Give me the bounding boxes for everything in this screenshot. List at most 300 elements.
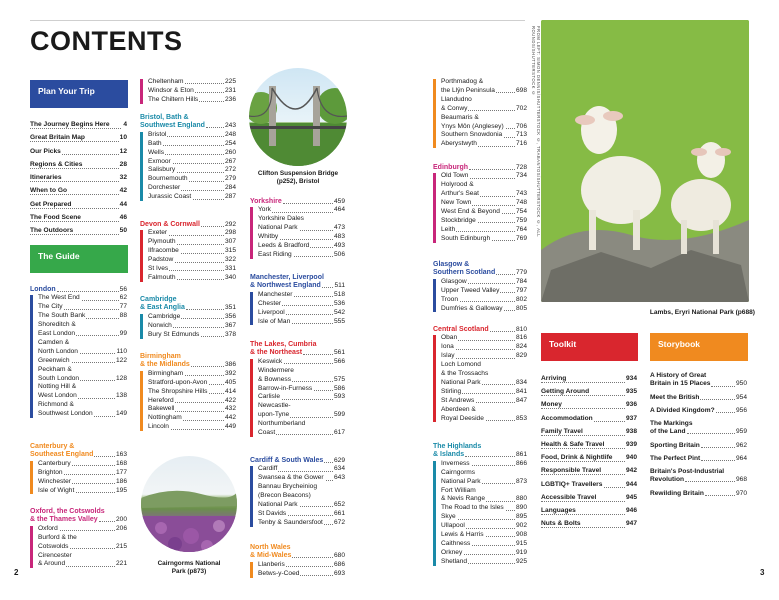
section-color-bar	[250, 359, 253, 437]
section-north-wales-cont	[433, 78, 527, 149]
toc-entry-title: Aberdeen &	[441, 405, 476, 413]
toc-entry[interactable]	[258, 318, 345, 327]
toc-entry[interactable]	[258, 358, 345, 367]
toc-entry[interactable]	[441, 123, 527, 132]
toc-entry[interactable]	[441, 190, 527, 199]
toc-entry[interactable]	[258, 501, 345, 510]
toc-entry[interactable]	[258, 215, 345, 224]
toc-entry[interactable]	[148, 96, 236, 105]
section-list	[140, 229, 236, 282]
leader-dots	[186, 309, 224, 310]
section-heading[interactable]	[140, 353, 236, 370]
section-heading-text: The Lakes, Cumbria	[250, 341, 317, 348]
toc-entry[interactable]	[258, 510, 345, 519]
toc-entry[interactable]	[441, 352, 527, 361]
leader-dots	[94, 456, 115, 457]
toc-entry-page: 356	[224, 312, 236, 320]
toc-entry[interactable]	[441, 199, 527, 208]
toc-entry-page: 10	[119, 131, 127, 144]
toc-entry-title: Padstow	[148, 256, 174, 264]
storybook-entry-title: Meet the British	[650, 393, 700, 401]
toc-entry-page: 693	[333, 569, 345, 577]
section-lakes	[250, 341, 345, 438]
section-central-scotland	[433, 326, 527, 423]
section-heading-text: Canterbury &	[30, 443, 75, 450]
toc-entry-title: East London	[38, 330, 76, 338]
toc-entry[interactable]	[148, 379, 236, 388]
toc-entry[interactable]	[441, 172, 527, 181]
toc-entry[interactable]	[148, 313, 236, 322]
storybook-entry[interactable]	[650, 407, 747, 416]
toc-entry[interactable]	[441, 78, 527, 87]
heather-caption-line2: Park (p873)	[171, 568, 207, 575]
toc-entry[interactable]	[38, 366, 127, 375]
toc-entry-page: 287	[224, 193, 236, 201]
toc-entry-title: Brighton	[38, 468, 63, 476]
toc-entry-title: National Park	[258, 224, 298, 232]
toc-entry[interactable]	[441, 343, 527, 352]
toc-entry-title: Llanberis	[258, 560, 285, 568]
toc-entry[interactable]	[38, 469, 127, 478]
toc-entry-title: Great Britain Map	[30, 134, 85, 142]
bridge-caption	[247, 170, 349, 186]
toc-entry[interactable]	[148, 322, 236, 331]
section-heading-text: Glasgow &	[433, 261, 470, 268]
toc-entry-title: Responsible Travel	[541, 467, 602, 475]
toc-entry[interactable]	[38, 392, 127, 401]
toc-entry-page: 298	[224, 229, 236, 237]
toc-entry-page: 110	[116, 347, 127, 355]
toc-entry[interactable]	[541, 517, 637, 530]
storybook-entry-page: 968	[735, 476, 747, 484]
section-color-bar	[140, 314, 143, 339]
toc-entry[interactable]	[441, 208, 527, 217]
section-heading-text: Manchester, Liverpool	[250, 274, 324, 281]
section-heading[interactable]	[433, 443, 527, 460]
toc-entry[interactable]	[258, 474, 345, 483]
toc-entry-title: South Edinburgh	[441, 234, 491, 242]
toc-entry[interactable]	[258, 206, 345, 215]
toc-entry-page: 834	[515, 378, 527, 386]
toc-entry-title: Exeter	[148, 229, 168, 237]
plan-your-trip-heading[interactable]	[30, 80, 128, 108]
toc-entry-title: Beaumaris &	[441, 113, 479, 121]
section-heading[interactable]	[140, 296, 236, 313]
toc-entry[interactable]	[258, 224, 345, 233]
toc-entry-page: 895	[515, 513, 527, 521]
toc-entry[interactable]	[541, 385, 637, 398]
toc-entry[interactable]	[38, 383, 127, 392]
toc-entry-page: 873	[515, 477, 527, 485]
toc-entry[interactable]	[38, 294, 127, 303]
toc-entry-title: St Andrews	[441, 396, 475, 404]
section-north-wales	[250, 544, 345, 579]
toc-entry[interactable]	[441, 235, 527, 244]
toc-entry[interactable]	[38, 460, 127, 469]
toc-entry[interactable]	[258, 465, 345, 474]
toc-entry[interactable]	[38, 348, 127, 357]
section-color-bar	[433, 279, 436, 313]
toc-entry[interactable]	[38, 375, 127, 384]
storybook-entry-title: The Perfect Pint	[650, 454, 701, 462]
toc-entry[interactable]	[38, 534, 127, 543]
toc-entry[interactable]	[541, 398, 637, 411]
toc-entry[interactable]	[258, 291, 345, 300]
section-thames-cont	[140, 78, 236, 105]
section-heading-text: Cardiff & South Wales	[250, 457, 324, 464]
storybook-entry[interactable]	[650, 442, 747, 451]
toc-entry[interactable]	[38, 330, 127, 339]
toc-entry[interactable]	[541, 478, 637, 491]
toc-entry[interactable]	[30, 211, 127, 224]
toc-entry[interactable]	[441, 296, 527, 305]
section-heading-text: Southwest England	[140, 122, 205, 130]
toc-entry-title: upon-Tyne	[258, 411, 290, 419]
toc-entry[interactable]	[441, 287, 527, 296]
toc-entry-page: 824	[515, 343, 527, 351]
lambs-caption: Lambs, Eryri National Park (p688)	[649, 309, 755, 316]
toc-entry[interactable]	[148, 78, 236, 87]
toc-entry[interactable]	[38, 543, 127, 552]
section-heading[interactable]	[30, 286, 127, 294]
toc-entry[interactable]	[148, 184, 236, 193]
toc-entry[interactable]	[541, 464, 637, 477]
toc-entry-page: 272	[224, 166, 236, 174]
toc-entry[interactable]	[148, 175, 236, 184]
toc-entry[interactable]	[148, 166, 236, 175]
toc-entry[interactable]	[38, 339, 127, 348]
toc-entry[interactable]	[258, 251, 345, 260]
section-heading[interactable]	[140, 221, 236, 229]
toc-entry-page: 743	[515, 190, 527, 198]
toc-entry[interactable]	[441, 305, 527, 314]
toc-entry[interactable]	[441, 87, 527, 96]
toc-entry[interactable]	[441, 558, 527, 567]
toc-entry-page: 99	[119, 330, 127, 338]
toc-entry[interactable]	[541, 372, 637, 385]
section-list	[30, 460, 127, 496]
toc-entry[interactable]	[441, 388, 527, 397]
toc-entry[interactable]	[441, 361, 527, 370]
toc-entry-page: 378	[224, 330, 236, 338]
section-heading[interactable]	[433, 326, 527, 334]
toc-entry[interactable]	[148, 331, 236, 340]
toc-entry[interactable]	[258, 483, 345, 492]
section-heading[interactable]	[250, 544, 345, 561]
toc-entry-title: Nuts & Bolts	[541, 520, 581, 528]
toc-entry[interactable]	[441, 460, 527, 469]
toc-entry[interactable]	[30, 145, 127, 158]
toc-entry[interactable]	[441, 217, 527, 226]
toc-entry[interactable]	[30, 171, 127, 184]
toc-entry[interactable]	[258, 309, 345, 318]
toc-entry-page: 759	[515, 216, 527, 224]
toc-entry[interactable]	[441, 513, 527, 522]
toc-entry[interactable]	[258, 492, 345, 501]
toc-entry[interactable]	[148, 388, 236, 397]
storybook-entry[interactable]	[650, 455, 747, 464]
toc-entry-title: Chester	[258, 299, 282, 307]
toc-entry[interactable]	[258, 242, 345, 251]
toc-entry-page: 432	[224, 405, 236, 413]
bridge-caption-line1: Clifton Suspension Bridge	[257, 170, 339, 177]
storybook-label: Storybook	[658, 339, 701, 349]
storybook-entry-page: 950	[735, 380, 747, 388]
toc-entry[interactable]	[541, 504, 637, 517]
section-heading[interactable]	[250, 274, 345, 291]
leader-dots	[99, 521, 115, 522]
section-color-bar	[30, 526, 33, 569]
toc-entry[interactable]	[441, 334, 527, 343]
toc-entry[interactable]	[258, 367, 345, 376]
toc-entry-page: 88	[119, 312, 127, 320]
section-list	[250, 206, 345, 259]
toolkit-heading[interactable]	[541, 333, 638, 361]
toc-entry-title: Newcastle-	[258, 402, 291, 410]
storybook-entry[interactable]	[650, 394, 747, 403]
section-heading[interactable]	[433, 261, 527, 278]
toc-entry-title: National Park	[441, 477, 481, 485]
toc-entry[interactable]	[441, 131, 527, 140]
toc-entry-title: Skye	[441, 513, 456, 521]
toc-entry[interactable]	[38, 357, 127, 366]
toc-entry-title: Swansea & the Gower	[258, 474, 324, 482]
section-page: 200	[115, 516, 127, 524]
storybook-entry-title: of the Land	[650, 428, 686, 436]
storybook-entry-title: A History of Great	[650, 372, 707, 379]
section-page: 629	[333, 457, 345, 464]
toc-entry[interactable]	[148, 140, 236, 149]
toc-entry-page: 414	[224, 387, 236, 395]
toc-entry-page: 422	[224, 396, 236, 404]
toc-entry[interactable]	[441, 370, 527, 379]
toc-entry-page: 754	[515, 208, 527, 216]
section-canterbury	[30, 443, 127, 495]
toc-entry-title: Windermere	[258, 366, 294, 374]
toc-entry-title: Camden &	[38, 338, 70, 346]
toc-entry-title: Carlisle	[258, 393, 280, 401]
toc-entry[interactable]	[148, 247, 236, 256]
toc-entry-page: 716	[515, 140, 527, 148]
toc-entry[interactable]	[258, 561, 345, 570]
toc-entry[interactable]	[441, 397, 527, 406]
toc-entry-title: The Food Scene	[30, 214, 81, 222]
storybook-entry[interactable]	[650, 468, 747, 485]
toc-entry-title: Cairngorms	[441, 468, 476, 476]
toc-entry[interactable]	[148, 256, 236, 265]
storybook-entry-title: Britain's Post-Industrial	[650, 467, 725, 475]
toc-entry[interactable]	[38, 321, 127, 330]
toc-entry[interactable]	[148, 274, 236, 283]
toc-entry-title: Cheltenham	[148, 78, 184, 85]
toc-entry-title: Salisbury	[148, 166, 176, 174]
section-heading[interactable]	[30, 508, 127, 525]
toc-entry[interactable]	[541, 438, 637, 451]
toc-entry[interactable]	[30, 184, 127, 197]
toc-entry[interactable]	[258, 411, 345, 420]
toc-entry-page: 32	[119, 171, 127, 184]
toc-entry[interactable]	[441, 522, 527, 531]
section-color-bar	[433, 79, 436, 148]
toc-entry[interactable]	[38, 401, 127, 410]
toc-entry[interactable]	[441, 504, 527, 513]
toc-entry[interactable]	[38, 303, 127, 312]
toc-entry-page: 506	[333, 250, 345, 258]
section-birmingham	[140, 353, 236, 432]
toc-entry[interactable]	[258, 402, 345, 411]
toc-entry-title: Norwich	[148, 321, 172, 329]
section-heading-text: & Mid-Wales	[250, 552, 292, 560]
toc-entry-title: Arriving	[541, 375, 567, 382]
toc-entry[interactable]	[148, 229, 236, 238]
toc-entry[interactable]	[258, 393, 345, 402]
toc-entry[interactable]	[441, 226, 527, 235]
leader-dots	[469, 169, 515, 170]
toc-entry-page: 483	[333, 233, 345, 241]
storybook-entry-page: 956	[735, 406, 747, 414]
toc-entry[interactable]	[30, 118, 127, 131]
toc-entry[interactable]	[148, 149, 236, 158]
toc-entry[interactable]	[148, 397, 236, 406]
toc-entry[interactable]	[441, 96, 527, 105]
toc-entry[interactable]	[441, 140, 527, 149]
section-heading[interactable]	[30, 443, 127, 460]
section-bristol	[140, 114, 236, 202]
toc-entry[interactable]	[441, 487, 527, 496]
toc-entry[interactable]	[30, 224, 127, 237]
toc-entry[interactable]	[258, 420, 345, 429]
toc-entry-title: Windsor & Eton	[148, 86, 194, 94]
toc-entry-title: & Bowness	[258, 375, 291, 383]
toc-entry[interactable]	[148, 414, 236, 423]
section-heading-text: Southern Scotland	[433, 269, 496, 277]
storybook-entry[interactable]	[650, 372, 747, 389]
toc-entry-title: The Journey Begins Here	[30, 121, 110, 128]
toc-entry-title: Cotswolds	[38, 542, 69, 550]
section-yorkshire	[250, 198, 345, 260]
toc-entry[interactable]	[148, 238, 236, 247]
section-page: 386	[224, 361, 236, 369]
toc-entry[interactable]	[441, 478, 527, 487]
storybook-entry[interactable]	[650, 490, 747, 499]
toc-entry-page: 62	[119, 294, 127, 302]
toc-entry[interactable]	[441, 406, 527, 415]
section-heading[interactable]	[250, 457, 345, 465]
leader-dots	[687, 433, 735, 434]
toc-entry[interactable]	[258, 429, 345, 438]
toc-entry[interactable]	[258, 300, 345, 309]
section-heading[interactable]	[433, 164, 527, 172]
toc-entry[interactable]	[441, 379, 527, 388]
toc-entry[interactable]	[441, 469, 527, 478]
section-page: 56	[119, 286, 127, 293]
section-color-bar	[140, 132, 143, 201]
toc-entry-title: Upper Tweed Valley	[441, 286, 500, 294]
toc-entry[interactable]	[441, 181, 527, 190]
toc-entry[interactable]	[148, 87, 236, 96]
toc-entry-page: 536	[333, 299, 345, 307]
section-heading-text: & Northwest England	[250, 282, 321, 290]
section-page: 292	[224, 221, 236, 228]
toc-entry[interactable]	[441, 531, 527, 540]
toc-entry[interactable]	[441, 540, 527, 549]
toc-entry[interactable]	[148, 405, 236, 414]
toc-entry-page: 713	[515, 131, 527, 139]
toc-entry[interactable]	[541, 451, 637, 464]
toc-entry[interactable]	[38, 560, 127, 569]
toc-entry[interactable]	[258, 570, 345, 579]
storybook-entry[interactable]	[650, 420, 747, 437]
toc-entry-title: Bournemouth	[148, 175, 188, 183]
toc-entry-title: Greenwich	[38, 356, 70, 364]
toc-entry[interactable]	[441, 278, 527, 287]
toc-entry[interactable]	[38, 410, 127, 419]
toc-entry[interactable]	[541, 412, 637, 425]
section-color-bar	[140, 371, 143, 431]
toc-entry-page: 938	[625, 425, 637, 438]
section-heading[interactable]	[250, 198, 345, 206]
toc-entry-title: Oban	[441, 334, 458, 342]
toc-entry[interactable]	[258, 519, 345, 528]
toc-entry-page: 940	[625, 451, 637, 464]
toc-entry-page: 947	[625, 517, 637, 530]
toc-entry[interactable]	[148, 370, 236, 379]
toc-entry[interactable]	[258, 385, 345, 394]
lambs-photo	[541, 20, 749, 302]
toc-entry[interactable]	[30, 131, 127, 144]
toc-entry[interactable]	[148, 131, 236, 140]
toc-entry[interactable]	[258, 376, 345, 385]
toc-entry[interactable]	[30, 158, 127, 171]
toc-entry[interactable]	[258, 233, 345, 242]
toc-entry-page: 267	[224, 157, 236, 165]
toc-entry[interactable]	[541, 425, 637, 438]
toc-entry-page: 805	[515, 304, 527, 312]
toc-entry[interactable]	[38, 487, 127, 496]
the-guide-heading[interactable]	[30, 245, 128, 273]
toc-entry[interactable]	[148, 265, 236, 274]
toc-entry[interactable]	[541, 491, 637, 504]
toc-entry[interactable]	[441, 549, 527, 558]
section-heading[interactable]	[140, 114, 236, 131]
toc-entry[interactable]	[30, 198, 127, 211]
toc-entry[interactable]	[148, 423, 236, 432]
section-heading-text: & the Northeast	[250, 349, 303, 357]
section-heading-text: & the Midlands	[140, 361, 190, 369]
toc-entry-page: 215	[115, 542, 127, 550]
section-list	[140, 78, 236, 105]
toc-entry[interactable]	[441, 105, 527, 114]
storybook-heading[interactable]	[650, 333, 748, 361]
toc-entry[interactable]	[441, 114, 527, 123]
leader-dots	[57, 291, 119, 292]
toc-entry[interactable]	[38, 525, 127, 534]
toc-entry[interactable]	[441, 495, 527, 504]
the-guide-label: The Guide	[38, 251, 80, 261]
section-oxford	[30, 508, 127, 569]
toc-entry[interactable]	[441, 415, 527, 424]
toc-entry[interactable]	[148, 158, 236, 167]
section-heading[interactable]	[250, 341, 345, 358]
toc-entry[interactable]	[38, 312, 127, 321]
toc-entry[interactable]	[38, 552, 127, 561]
section-heading-text: The Highlands	[433, 443, 482, 450]
toc-entry[interactable]	[38, 478, 127, 487]
section-color-bar	[30, 295, 33, 418]
toc-entry-title: New Town	[441, 199, 472, 207]
toc-entry[interactable]	[148, 193, 236, 202]
storybook-entry-page: 959	[735, 428, 747, 436]
